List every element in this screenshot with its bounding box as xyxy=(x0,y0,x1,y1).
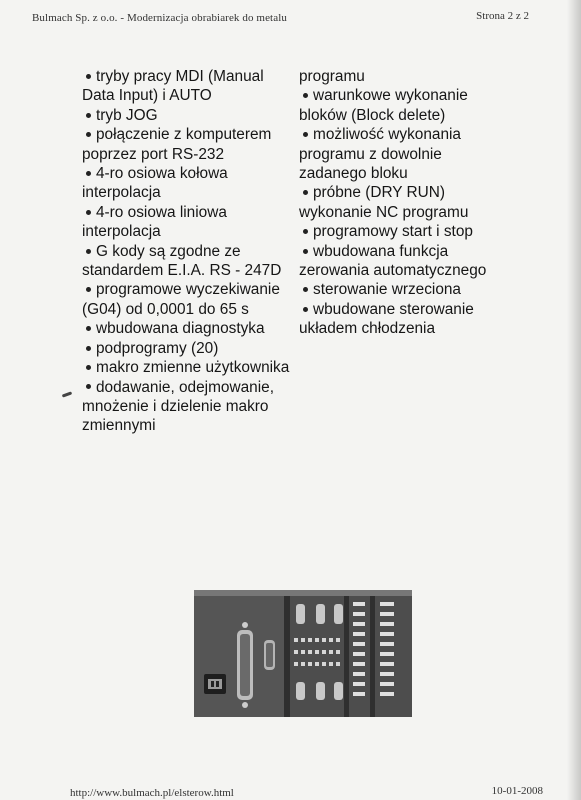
list-item: możliwość wykonania programu z dowolnie zadanego bloku xyxy=(299,126,461,183)
bullet-icon xyxy=(86,365,91,370)
feature-list-left xyxy=(82,67,292,436)
list-item: tryb JOG xyxy=(82,106,292,125)
list-item: G kody są zgodne ze standardem E.I.A. RS - 247D xyxy=(82,242,282,280)
bullet-icon xyxy=(86,210,91,215)
header-page-number: Strona 2 z 2 xyxy=(476,10,529,22)
bullet-icon xyxy=(303,287,308,292)
continued-text: programu xyxy=(299,68,365,85)
list-item: sterowanie wrzeciona xyxy=(299,280,499,299)
list-item: podprogramy (20) xyxy=(82,339,292,358)
list-item: wbudowana diagnostyka xyxy=(82,319,292,338)
bullet-icon xyxy=(86,346,91,351)
list-item: programowe wyczekiwanie (G04) od 0,0001 do 65 s xyxy=(82,281,280,318)
bullet-icon xyxy=(86,132,91,137)
bullet-icon xyxy=(86,74,91,79)
bullet-icon xyxy=(86,384,91,389)
bullet-icon xyxy=(303,190,308,195)
list-item: warunkowe wykonanie bloków (Block delete) xyxy=(299,87,468,124)
bullet-icon xyxy=(86,171,91,176)
bullet-icon xyxy=(303,307,308,312)
bullet-icon xyxy=(303,229,308,234)
scan-edge-shadow xyxy=(567,0,581,800)
list-item: wbudowana funkcja zerowania automatycznego xyxy=(299,242,487,280)
bullet-icon xyxy=(303,249,308,254)
list-item: próbne (DRY RUN) wykonanie NC programu xyxy=(299,184,469,221)
bullet-icon xyxy=(303,93,308,98)
controller-panel-illustration xyxy=(194,590,412,717)
footer-date: 10-01-2008 xyxy=(491,785,543,797)
bullet-icon xyxy=(86,287,91,292)
bullet-icon xyxy=(86,326,91,331)
list-item: połączenie z komputerem poprzez port RS-232 xyxy=(82,126,272,163)
bullet-icon xyxy=(86,249,91,254)
bullet-icon xyxy=(86,113,91,118)
list-item: makro zmienne użytkownika xyxy=(82,358,292,377)
scan-artifact-mark xyxy=(62,391,72,397)
list-item: programowy start i stop xyxy=(299,222,499,241)
controller-rear-panel-photo xyxy=(194,590,412,717)
footer-url: http://www.bulmach.pl/elsterow.html xyxy=(70,787,234,799)
list-item: tryby pracy MDI (Manual Data Input) i AUTO xyxy=(82,68,264,105)
list-item: wbudowane sterowanie układem chłodzenia xyxy=(299,300,474,338)
list-item: dodawanie, odejmowanie, mnożenie i dzielenie makro zmiennymi xyxy=(82,378,274,435)
list-item: 4-ro osiowa liniowa interpolacja xyxy=(82,203,227,241)
bullet-icon xyxy=(303,132,308,137)
feature-list-right xyxy=(299,67,499,339)
list-item: 4-ro osiowa kołowa interpolacja xyxy=(82,165,228,202)
header-company: Bulmach Sp. z o.o. - Modernizacja obrabiarek do metalu xyxy=(32,12,287,24)
